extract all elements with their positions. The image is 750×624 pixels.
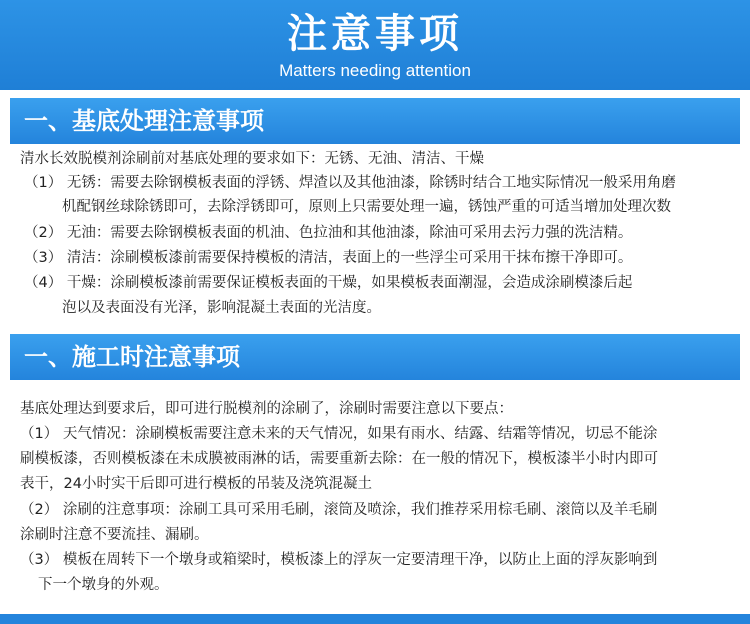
list-item: （2） 涂刷的注意事项：涂刷工具可采用毛刷，滚筒及喷涂，我们推荐采用棕毛刷、滚筒以及羊毛刷 (20, 502, 658, 518)
list-item: （3） 模板在周转下一个墩身或箱梁时，模板漆上的浮灰一定要清理干净，以防止上面的浮灰影响到 (20, 552, 658, 568)
section-heading-substrate: 一、基底处理注意事项 (10, 98, 740, 144)
section-heading-construction: 一、施工时注意事项 (10, 334, 740, 380)
page-subtitle: Matters needing attention (279, 61, 471, 80)
section-intro: 清水长效脱模剂涂刷前对基底处理的要求如下：无锈、无油、清洁、干燥 (20, 151, 484, 167)
list-item-continuation: 表干，24小时实干后即可进行模板的吊装及浇筑混凝土 (20, 476, 372, 492)
list-item-continuation: 刷模板漆，否则模板漆在未成膜被雨淋的话，需要重新去除：在一般的情况下，模板漆半小时内即可 (20, 451, 658, 467)
list-item-continuation: 涂刷时注意不要流挂、漏刷。 (20, 527, 209, 543)
list-item-continuation: 机配钢丝球除锈即可，去除浮锈即可，原则上只需要处理一遍，锈蚀严重的可适当增加处理次数 (62, 199, 671, 215)
list-item-continuation: 泡以及表面没有光泽，影响混凝土表面的光洁度。 (62, 300, 381, 316)
title-banner (0, 0, 750, 90)
list-item: （4） 干燥：涂刷模板漆前需要保证模板表面的干燥，如果模板表面潮湿，会造成涂刷模漆后起 (24, 275, 633, 291)
page-title: 注意事项 (287, 11, 463, 57)
list-item: （3） 清洁：涂刷模板漆前需要保持模板的清洁，表面上的一些浮尘可采用干抹布擦干净即可。 (24, 250, 633, 266)
bottom-divider (0, 614, 750, 624)
list-item: （1） 无锈：需要去除钢模板表面的浮锈、焊渣以及其他油漆，除锈时结合工地实际情况一般采用角磨 (24, 175, 676, 191)
section-intro: 基底处理达到要求后，即可进行脱模剂的涂刷了，涂刷时需要注意以下要点： (20, 401, 513, 417)
list-item: （2） 无油：需要去除钢模板表面的机油、色拉油和其他油漆，除油可采用去污力强的洗洁精。 (24, 225, 633, 241)
list-item-continuation: 下一个墩身的外观。 (38, 577, 169, 593)
list-item: （1） 天气情况：涂刷模板需要注意未来的天气情况，如果有雨水、结露、结霜等情况，切忌不能涂 (20, 426, 658, 442)
